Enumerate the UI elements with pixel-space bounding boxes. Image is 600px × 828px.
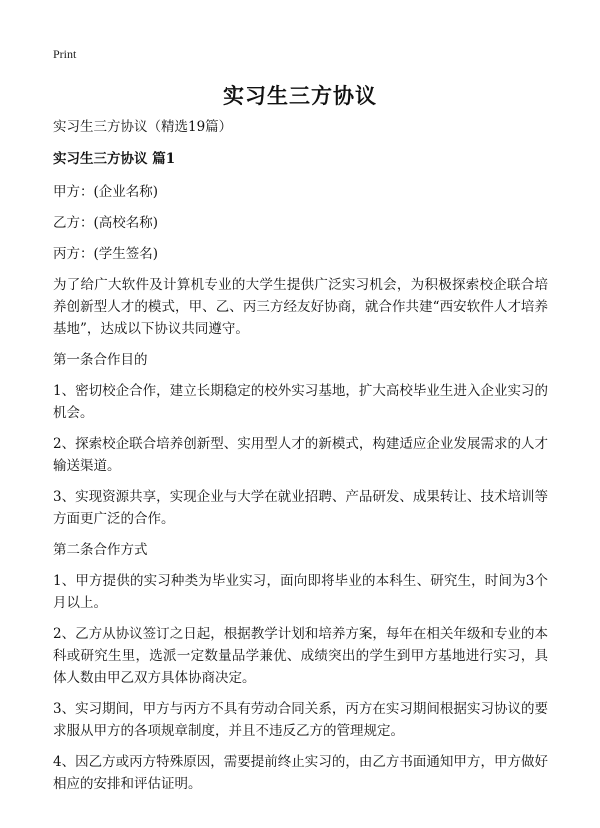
article-2-item-3: 3、实习期间，甲方与丙方不具有劳动合同关系，丙方在实习期间根据实习协议的要求服从甲方的各项规章制度，并且不违反乙方的管理规定。 xyxy=(53,701,548,739)
party-b-line: 乙方：(高校名称) xyxy=(53,215,159,231)
intro-paragraph: 为了给广大软件及计算机专业的大学生提供广泛实习机会，为积极探索校企联合培养创新型人才的模式，甲、乙、丙三方经友好协商，就合作共建“西安软件人才培养基地”，达成以下协议共同遵守。 xyxy=(53,277,548,337)
article-2-item-2: 2、乙方从协议签订之日起，根据教学计划和培养方案，每年在相关年级和专业的本科或研究生里，选派一定数量品学兼优、成绩突出的学生到甲方基地进行实习，具体人数由甲乙双方具体协商决定。 xyxy=(53,626,548,686)
document-body xyxy=(53,116,548,804)
page-title: 实习生三方协议 xyxy=(223,83,377,108)
section-heading: 实习生三方协议 篇1 xyxy=(53,151,176,167)
article-2-heading: 第二条合作方式 xyxy=(53,542,148,558)
article-1-item-1: 1、密切校企合作，建立长期稳定的校外实习基地，扩大高校毕业生进入企业实习的机会。 xyxy=(53,383,548,421)
article-1-heading: 第一条合作目的 xyxy=(53,352,148,368)
article-1-item-2: 2、探索校企联合培养创新型、实用型人才的新模式，构建适应企业发展需求的人才输送渠道。 xyxy=(53,436,548,474)
document-subtitle: 实习生三方协议（精选19篇） xyxy=(53,119,233,135)
article-2-item-4: 4、因乙方或丙方特殊原因，需要提前终止实习的，由乙方书面通知甲方，甲方做好相应的安排和评估证明。 xyxy=(53,754,548,792)
print-link[interactable]: Print xyxy=(53,47,77,61)
article-2-item-1: 1、甲方提供的实习种类为毕业实习，面向即将毕业的本科生、研究生，时间为3个月以上。 xyxy=(53,573,548,611)
article-1-item-3: 3、实现资源共享，实现企业与大学在就业招聘、产品研发、成果转让、技术培训等方面更广泛的合作。 xyxy=(53,489,548,527)
party-a-line: 甲方：(企业名称) xyxy=(53,184,159,200)
party-c-line: 丙方：(学生签名) xyxy=(53,246,159,262)
